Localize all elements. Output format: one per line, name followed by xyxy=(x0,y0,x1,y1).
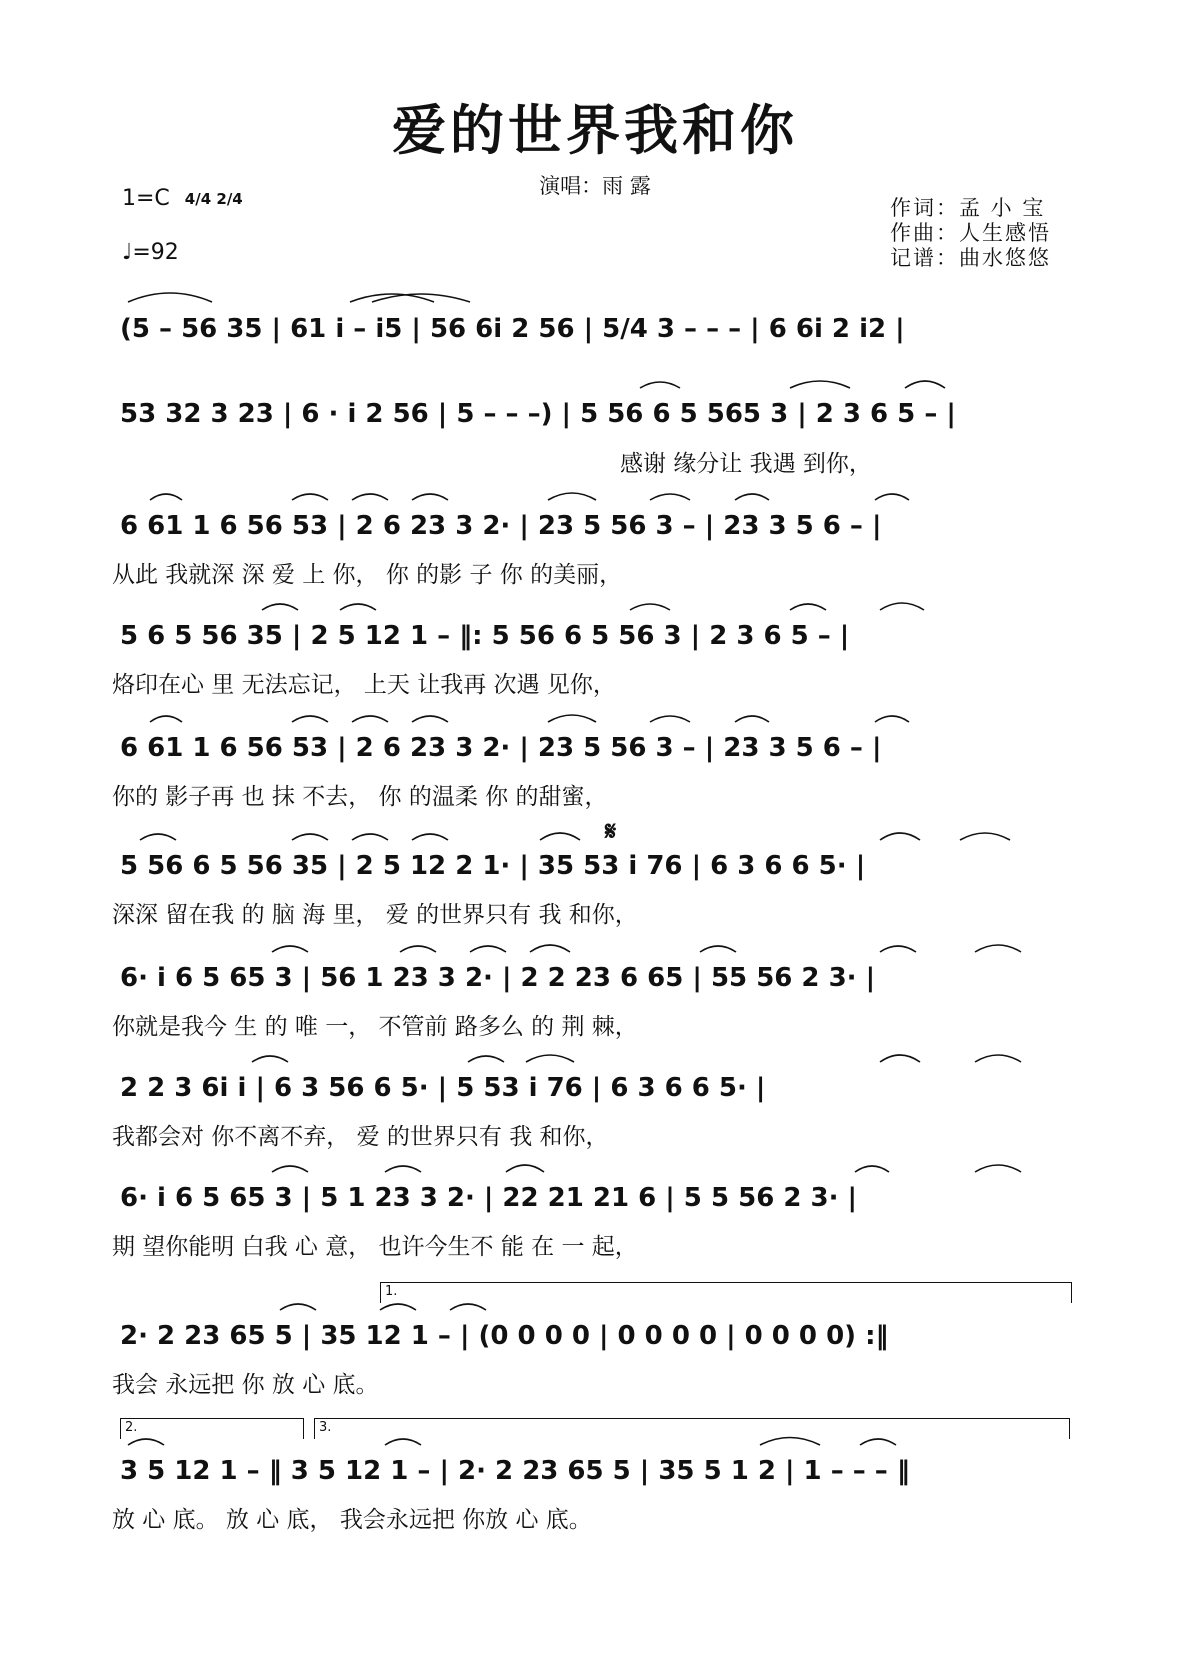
lyric-line-11: 放 心 底。 放 心 底， 我会永远把 你放 心 底。 xyxy=(112,1506,592,1533)
song-title: 爱的世界我和你 xyxy=(392,98,798,162)
key-time-signature xyxy=(122,186,243,211)
notation-line-6: 5 56 6 5 56 35 | 2 5 12 2 1· | 35 53 i 76 | 6 3 6 6 5· | xyxy=(120,851,866,881)
singer-credit: 演唱：雨 露 xyxy=(539,174,651,198)
tempo-marking: ♩=92 xyxy=(122,240,179,265)
notation-line-1: (5 – 56 35 | 61 i – i5 | 56 6i 2 56 | 5/4 3 – – – | 6 6i 2 i2 | xyxy=(120,314,905,344)
notation-line-7: 6· i 6 5 65 3 | 56 1 23 3 2· | 2 2 23 6 65 | 55 56 2 3· | xyxy=(120,963,876,993)
notation-line-8: 2 2 3 6i i | 6 3 56 6 5· | 5 53 i 76 | 6 3 6 6 5· | xyxy=(120,1073,766,1103)
notation-line-9: 6· i 6 5 65 3 | 5 1 23 3 2· | 22 21 21 6 | 5 5 56 2 3· | xyxy=(120,1183,857,1213)
lyric-line-9: 期 望你能明 白我 心 意， 也许今生不 能 在 一 起， xyxy=(112,1233,638,1260)
notation-line-11: 3 5 12 1 – ‖ 3 5 12 1 – | 2· 2 23 65 5 | 35 5 1 2 | 1 – – – ‖ xyxy=(120,1456,910,1486)
credits-block xyxy=(890,196,1051,271)
transcriber-credit: 记谱：曲水悠悠 xyxy=(890,246,1051,270)
time-signature-primary: 4/4 xyxy=(184,190,212,208)
lyric-line-3: 从此 我就深 深 爱 上 你， 你 的影 子 你 的美丽， xyxy=(112,561,623,588)
lyric-line-10: 我会 永远把 你 放 心 底。 xyxy=(112,1371,379,1398)
volta-bracket-2: 2. xyxy=(120,1418,304,1439)
notation-line-3: 6 61 1 6 56 53 | 2 6 23 3 2· | 23 5 56 3 – | 23 3 5 6 – | xyxy=(120,511,882,541)
time-signature-secondary: 2/4 xyxy=(216,190,243,208)
notation-line-2: 53 32 3 23 | 6 · i 2 56 | 5 – – –) | 5 56 6 5 565 3 | 2 3 6 5 – | xyxy=(120,399,956,429)
segno-sign: 𝄋 xyxy=(605,817,617,847)
lyric-line-7: 你就是我今 生 的 唯 一， 不管前 路多么 的 荆 棘， xyxy=(112,1013,638,1040)
volta-bracket-3: 3. xyxy=(314,1418,1070,1439)
lyric-line-5: 你的 影子再 也 抹 不去， 你 的温柔 你 的甜蜜， xyxy=(112,783,608,810)
notation-line-10: 2· 2 23 65 5 | 35 12 1 – | (0 0 0 0 | 0 0 0 0 | 0 0 0 0) :‖ xyxy=(120,1321,889,1351)
key-signature: 1=C xyxy=(122,186,170,211)
lyric-line-8: 我都会对 你不离不弃， 爱 的世界只有 我 和你， xyxy=(112,1123,609,1150)
lyricist-credit: 作词：孟 小 宝 xyxy=(890,196,1046,220)
notation-line-4: 5 6 5 56 35 | 2 5 12 1 – ‖: 5 56 6 5 56 3 | 2 3 6 5 – | xyxy=(120,621,850,651)
notation-line-5: 6 61 1 6 56 53 | 2 6 23 3 2· | 23 5 56 3 – | 23 3 5 6 – | xyxy=(120,733,882,763)
lyric-line-4: 烙印在心 里 无法忘记， 上天 让我再 次遇 见你， xyxy=(112,671,616,698)
time-signature xyxy=(185,191,243,207)
composer-credit: 作曲：人生感悟 xyxy=(890,221,1051,245)
lyric-line-6: 深深 留在我 的 脑 海 里， 爱 的世界只有 我 和你， xyxy=(112,901,638,928)
volta-bracket-1: 1. xyxy=(380,1282,1072,1303)
lyric-line-2: 感谢 缘分让 我遇 到你， xyxy=(620,450,872,477)
